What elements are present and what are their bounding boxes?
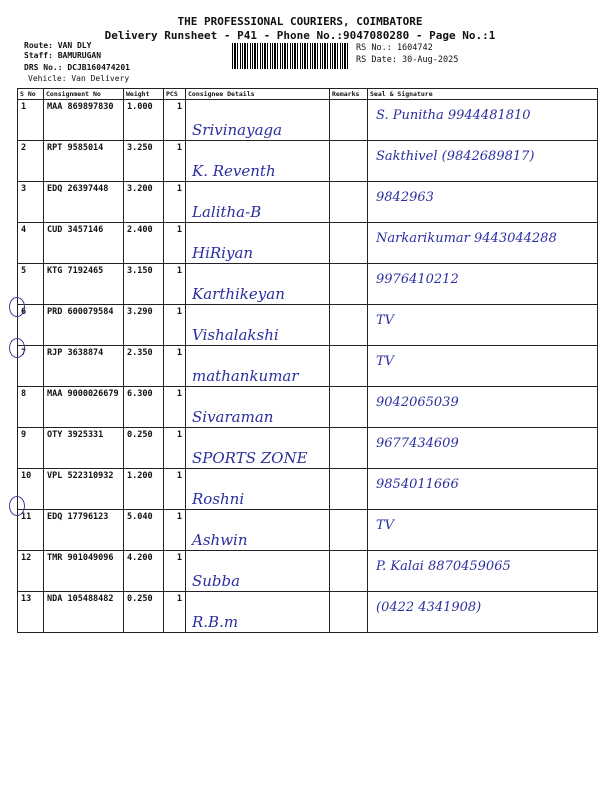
- table-row: [18, 387, 598, 428]
- cell-consignment: PRD 600079584: [44, 305, 124, 346]
- vehicle-label: Vehicle: Van Delivery: [28, 74, 130, 83]
- cell-sno: 11: [18, 510, 44, 551]
- cell-remarks: [330, 264, 368, 305]
- cell-weight: 3.290: [124, 305, 164, 346]
- consignee-handwriting: Subba: [192, 572, 241, 590]
- cell-pcs: 1: [164, 223, 186, 264]
- cell-sno: 5: [18, 264, 44, 305]
- table-row: [18, 264, 598, 305]
- cell-signature: [368, 346, 598, 387]
- cell-consignee: [186, 469, 330, 510]
- consignee-handwriting: HiRiyan: [192, 244, 254, 262]
- signature-handwriting: P. Kalai 8870459065: [376, 559, 511, 574]
- cell-remarks: [330, 182, 368, 223]
- cell-weight: 1.200: [124, 469, 164, 510]
- cell-pcs: 1: [164, 346, 186, 387]
- cell-consignment: TMR 901049096: [44, 551, 124, 592]
- cell-weight: 2.400: [124, 223, 164, 264]
- table-row: [18, 551, 598, 592]
- consignee-handwriting: Ashwin: [192, 531, 248, 549]
- drs-label: DRS No.: DCJB160474201: [24, 63, 130, 72]
- cell-consignee: [186, 428, 330, 469]
- consignee-handwriting: SPORTS ZONE: [192, 449, 308, 467]
- sheet-subtitle: Delivery Runsheet - P41 - Phone No.:9047080280 - Page No.:1: [104, 29, 496, 42]
- signature-handwriting: TV: [376, 354, 395, 369]
- cell-weight: 0.250: [124, 592, 164, 633]
- signature-handwriting: TV: [376, 313, 395, 328]
- cell-consignment: NDA 105488482: [44, 592, 124, 633]
- consignee-handwriting: Vishalakshi: [192, 326, 279, 344]
- cell-remarks: [330, 346, 368, 387]
- cell-pcs: 1: [164, 182, 186, 223]
- cell-sno: 9: [18, 428, 44, 469]
- cell-signature: [368, 100, 598, 141]
- signature-handwriting: 9854011666: [376, 477, 459, 492]
- cell-consignee: [186, 100, 330, 141]
- cell-signature: [368, 305, 598, 346]
- cell-consignee: [186, 592, 330, 633]
- cell-sno: 12: [18, 551, 44, 592]
- rs-number: RS No.: 1604742: [356, 43, 433, 53]
- signature-handwriting: Sakthivel (9842689817): [376, 149, 535, 164]
- table-row: [18, 100, 598, 141]
- consignee-handwriting: mathankumar: [192, 367, 299, 385]
- cell-consignment: CUD 3457146: [44, 223, 124, 264]
- cell-consignee: [186, 510, 330, 551]
- ink-circle-mark: [9, 297, 25, 317]
- signature-handwriting: Narkarikumar 9443044288: [376, 231, 557, 246]
- cell-signature: [368, 387, 598, 428]
- cell-signature: [368, 264, 598, 305]
- cell-sno: 8: [18, 387, 44, 428]
- table-header: [18, 89, 598, 100]
- table-row: [18, 182, 598, 223]
- consignee-handwriting: K. Reventh: [192, 162, 276, 180]
- table-row: [18, 141, 598, 182]
- cell-consignee: [186, 305, 330, 346]
- cell-sno: 2: [18, 141, 44, 182]
- cell-pcs: 1: [164, 387, 186, 428]
- cell-weight: 0.250: [124, 428, 164, 469]
- cell-consignee: [186, 182, 330, 223]
- consignee-handwriting: Lalitha-B: [192, 203, 262, 221]
- staff-label: Staff: BAMURUGAN: [24, 51, 102, 60]
- cell-signature: [368, 469, 598, 510]
- cell-remarks: [330, 469, 368, 510]
- cell-sno: 4: [18, 223, 44, 264]
- cell-sno: 7: [18, 346, 44, 387]
- cell-sno: 3: [18, 182, 44, 223]
- cell-consignment: MAA 869897830: [44, 100, 124, 141]
- cell-sno: 13: [18, 592, 44, 633]
- cell-signature: [368, 428, 598, 469]
- cell-remarks: [330, 387, 368, 428]
- cell-consignee: [186, 264, 330, 305]
- cell-sno: 1: [18, 100, 44, 141]
- cell-weight: 4.200: [124, 551, 164, 592]
- table-row: [18, 510, 598, 551]
- rs-date: RS Date: 30-Aug-2025: [356, 55, 459, 65]
- cell-signature: [368, 182, 598, 223]
- cell-remarks: [330, 223, 368, 264]
- consignee-handwriting: R.B.m: [192, 613, 239, 631]
- cell-weight: 3.150: [124, 264, 164, 305]
- consignee-handwriting: Sivaraman: [192, 408, 274, 426]
- cell-remarks: [330, 510, 368, 551]
- route-label: Route: VAN DLY: [24, 41, 92, 50]
- cell-remarks: [330, 100, 368, 141]
- barcode: [232, 43, 350, 69]
- cell-signature: [368, 551, 598, 592]
- cell-pcs: 1: [164, 305, 186, 346]
- signature-handwriting: 9842963: [376, 190, 434, 205]
- table-row: [18, 428, 598, 469]
- cell-remarks: [330, 141, 368, 182]
- signature-handwriting: TV: [376, 518, 395, 533]
- table-row: [18, 592, 598, 633]
- col-remarks: Remarks: [330, 89, 368, 100]
- cell-weight: 6.300: [124, 387, 164, 428]
- cell-remarks: [330, 592, 368, 633]
- cell-weight: 1.000: [124, 100, 164, 141]
- cell-pcs: 1: [164, 100, 186, 141]
- cell-consignee: [186, 551, 330, 592]
- cell-consignee: [186, 346, 330, 387]
- sheet-title: THE PROFESSIONAL COURIERS, COIMBATORE: [177, 15, 423, 28]
- cell-consignment: OTY 3925331: [44, 428, 124, 469]
- cell-signature: [368, 141, 598, 182]
- signature-handwriting: 9976410212: [376, 272, 459, 287]
- cell-signature: [368, 510, 598, 551]
- cell-signature: [368, 223, 598, 264]
- cell-weight: 5.040: [124, 510, 164, 551]
- cell-consignment: RJP 3638874: [44, 346, 124, 387]
- cell-weight: 2.350: [124, 346, 164, 387]
- cell-pcs: 1: [164, 551, 186, 592]
- table-row: [18, 469, 598, 510]
- table-row: [18, 223, 598, 264]
- cell-pcs: 1: [164, 264, 186, 305]
- table-row: [18, 305, 598, 346]
- ink-circle-mark: [9, 338, 25, 358]
- table-row: [18, 346, 598, 387]
- cell-consignment: VPL 522310932: [44, 469, 124, 510]
- consignee-handwriting: Srivinayaga: [192, 121, 283, 139]
- cell-remarks: [330, 551, 368, 592]
- cell-consignee: [186, 141, 330, 182]
- col-weight: Weight: [124, 89, 164, 100]
- col-pcs: PCS: [164, 89, 186, 100]
- cell-pcs: 1: [164, 469, 186, 510]
- col-consignment: Consignment No: [44, 89, 124, 100]
- cell-pcs: 1: [164, 141, 186, 182]
- consignee-handwriting: Roshni: [192, 490, 245, 508]
- cell-pcs: 1: [164, 510, 186, 551]
- signature-handwriting: (0422 4341908): [376, 600, 482, 615]
- consignee-handwriting: Karthikeyan: [192, 285, 285, 303]
- cell-consignee: [186, 387, 330, 428]
- cell-remarks: [330, 305, 368, 346]
- signature-handwriting: 9677434609: [376, 436, 459, 451]
- signature-handwriting: 9042065039: [376, 395, 459, 410]
- signature-handwriting: S. Punitha 9944481810: [376, 108, 531, 123]
- cell-pcs: 1: [164, 428, 186, 469]
- runsheet-table: [17, 88, 598, 633]
- cell-consignment: EDQ 26397448: [44, 182, 124, 223]
- cell-weight: 3.200: [124, 182, 164, 223]
- cell-sno: 6: [18, 305, 44, 346]
- col-seal: Seal & Signature: [368, 89, 598, 100]
- cell-consignment: EDQ 17796123: [44, 510, 124, 551]
- cell-signature: [368, 592, 598, 633]
- cell-remarks: [330, 428, 368, 469]
- col-sno: S No: [18, 89, 44, 100]
- ink-circle-mark: [9, 496, 25, 516]
- cell-consignment: RPT 9585014: [44, 141, 124, 182]
- cell-pcs: 1: [164, 592, 186, 633]
- cell-consignment: MAA 9000026679: [44, 387, 124, 428]
- cell-consignee: [186, 223, 330, 264]
- col-consignee: Consignee Details: [186, 89, 330, 100]
- cell-sno: 10: [18, 469, 44, 510]
- cell-weight: 3.250: [124, 141, 164, 182]
- cell-consignment: KTG 7192465: [44, 264, 124, 305]
